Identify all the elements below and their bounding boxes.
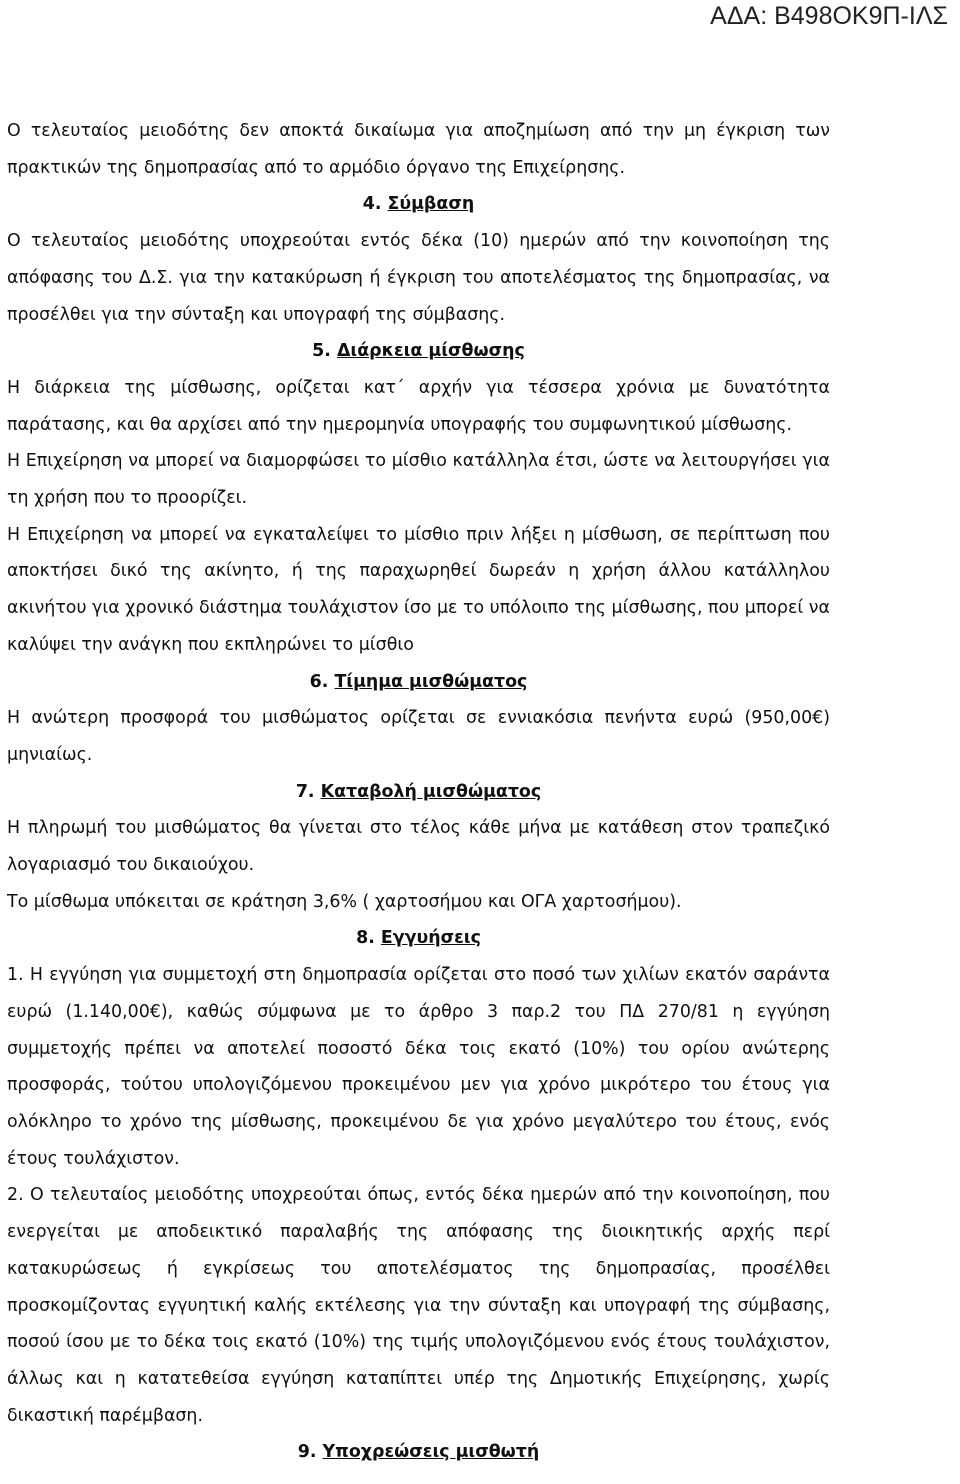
section-title: Εγγυήσεις xyxy=(380,928,481,949)
section-number: 6. xyxy=(309,671,329,692)
section-number: 5. xyxy=(312,341,331,362)
section-title: Σύμβαση xyxy=(387,194,475,215)
section-heading-4 xyxy=(7,186,830,223)
section-title: Τίμημα μισθώματος xyxy=(334,671,528,692)
paragraph: 2. Ο τελευταίος μειοδότης υποχρεούται όπως, εντός δέκα ημερών από την κοινοποίηση, που ενεργείται με αποδεικτικό παραλαβής της απόφασης της διοικητικής αρχής περί κατακυρώσεως ή εγκρίσεως του αποτελέσματος της δημοπρασίας, προσέλθει προσκομίζοντας εγγυητική καλής εκτέλεσης για την σύνταξη και υπογραφή της σύμβασης, ποσού ίσου με το δέκα τοις εκατό (10%) της τιμής υπολογιζόμενου ενός έτους τουλάχιστον, άλλως και η κατατεθείσα εγγύηση καταπίπτει υπέρ της Δημοτικής Επιχείρησης, χωρίς δικαστική παρέμβαση. xyxy=(7,1185,830,1426)
paragraph: Η ανώτερη προσφορά του μισθώματος ορίζεται σε εννιακόσια πενήντα ευρώ (950,00€) μηνιαίως. xyxy=(7,708,830,765)
section-title: Διάρκεια μίσθωσης xyxy=(336,341,525,362)
section-number: 4. xyxy=(362,194,382,215)
section-heading-9 xyxy=(7,1434,830,1471)
section-heading-8 xyxy=(7,920,830,957)
section-number: 8. xyxy=(356,928,375,949)
paragraph: Η πληρωμή του μισθώματος θα γίνεται στο τέλος κάθε μήνα με κατάθεση στον τραπεζικό λογαριασμό του δικαιούχου. xyxy=(7,818,830,876)
paragraph-intro: Ο τελευταίος μειοδότης δεν αποκτά δικαίωμα για αποζημίωση από την μη έγκριση των πρακτικών της δημοπρασίας από το αρμόδιο όργανο της Επιχείρησης. xyxy=(7,121,830,178)
paragraph: 1. Η εγγύηση για συμμετοχή στη δημοπρασία ορίζεται στο ποσό των χιλίων εκατόν σαράντα ευρώ (1.140,00€), καθώς σύμφωνα με το άρθρο 3 παρ.2 του ΠΔ 270/81 η εγγύηση συμμετοχής πρέπει να αποτελεί ποσοστό δέκα τοις εκατό (10%) του ορίου ανώτερης προσφοράς, τούτου υπολογιζόμενου προκειμένου μεν για χρόνο μικρότερο του έτους για ολόκληρο το χρόνο της μίσθωσης, προκειμένου δε για χρόνο μεγαλύτερο του έτους, ενός έτους τουλάχιστον. xyxy=(7,965,830,1169)
section-title: Καταβολή μισθώματος xyxy=(320,781,542,802)
section-heading-6 xyxy=(7,664,830,701)
paragraph: Η διάρκεια της μίσθωσης, ορίζεται κατ΄ αρχήν για τέσσερα χρόνια με δυνατότητα παράτασης, και θα αρχίσει από την ημερομηνία υπογραφής του συμφωνητικού μίσθωσης. xyxy=(7,377,830,435)
section-heading-5 xyxy=(7,333,830,370)
section-heading-7 xyxy=(7,774,830,811)
paragraph: Το μίσθωμα υπόκειται σε κράτηση 3,6% ( χαρτοσήμου και ΟΓΑ χαρτοσήμου). xyxy=(7,891,682,912)
paragraph: Ο τελευταίος μειοδότης υποχρεούται εντός δέκα (10) ημερών από την κοινοποίηση της απόφασης του Δ.Σ. για την κατακύρωση ή έγκριση του αποτελέσματος της δημοπρασίας, να προσέλθει για την σύνταξη και υπογραφή της σύμβασης. xyxy=(7,231,830,325)
section-number: 7. xyxy=(295,781,315,802)
document-body xyxy=(7,113,830,1471)
paragraph: Η Επιχείρηση να μπορεί να εγκαταλείψει το μίσθιο πριν λήξει η μίσθωση, σε περίπτωση που αποκτήσει δικό της ακίνητο, ή της παραχωρηθεί δωρεάν η χρήση άλλου κατάλληλου ακινήτου για χρονικό διάστημα τουλάχιστον ίσο με το υπόλοιπο της μίσθωσης, που μπορεί να καλύψει την ανάγκη που εκπληρώνει το μίσθιο xyxy=(7,524,830,655)
section-title: Υποχρεώσεις μισθωτή xyxy=(322,1442,540,1463)
ada-code: ΑΔΑ: Β498ΟΚ9Π-ΙΛΣ xyxy=(710,2,948,30)
paragraph: Η Επιχείρηση να μπορεί να διαμορφώσει το μίσθιο κατάλληλα έτσι, ώστε να λειτουργήσει για τη χρήση που το προορίζει. xyxy=(7,451,830,509)
section-number: 9. xyxy=(297,1442,317,1463)
